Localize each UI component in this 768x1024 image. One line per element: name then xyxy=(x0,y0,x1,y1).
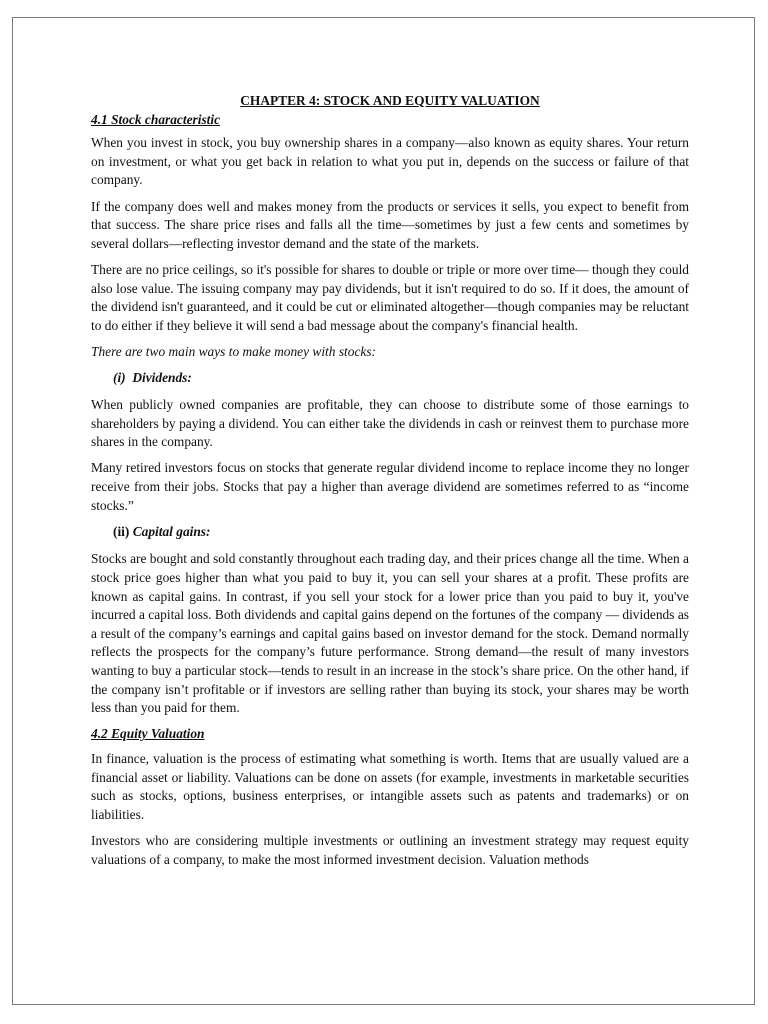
page-content xyxy=(91,92,689,877)
paragraph: If the company does well and makes money from the products or services it sells, you expect to benefit from that success. The share price rises and falls all the time—sometimes by just a few cents and sometimes by several dollars—reflecting investor demand and the state of the markets. xyxy=(91,198,689,251)
section-heading-equity-valuation: 4.2 Equity Valuation xyxy=(91,726,205,742)
paragraph: In finance, valuation is the process of estimating what something is worth. Items that are usually valued are a financial asset or liability. Valuations can be done on assets (for example, investments in marketable securities such as stocks, options, business enterprises, or intangible assets such as patents and trademarks) or on liabilities. xyxy=(91,750,689,822)
paragraph: When publicly owned companies are profitable, they can choose to distribute some of those earnings to shareholders by paying a dividend. You can either take the dividends in cash or reinvest them to purchase more shares in the company. xyxy=(91,397,689,450)
document-page xyxy=(12,17,755,1005)
paragraph: Stocks are bought and sold constantly throughout each trading day, and their prices change all the time. When a stock price goes higher than what you paid to buy it, you can sell your shares at a profit. These profits are known as capital gains. In contrast, if you sell your stock for a lower price than you paid to buy it, you've incurred a capital loss. Both dividends and capital gains depend on the fortunes of the company — dividends as a result of the company’s earnings and capital gains based on investor demand for the stock. Demand normally reflects the prospects for the company’s future performance. Strong demand—the result of many investors wanting to buy a particular stock—tends to result in an increase in the stock’s share price. On the other hand, if the company isn’t profitable or if investors are selling rather than buying its stock, your shares may be worth less than you paid for them. xyxy=(91,551,689,716)
paragraph: There are no price ceilings, so it's possible for shares to double or triple or more over time— though they could also lose value. The issuing company may pay dividends, but it isn't required to do so. If it does, the amount of the dividend isn't guaranteed, and it could be cut or eliminated altogether—though companies may be reluctant to do either if they believe it will send a bad message about the company's financial health. xyxy=(91,261,689,333)
subheading-marker: (i) xyxy=(113,369,126,385)
subheading-label: Capital gains: xyxy=(132,523,211,539)
chapter-title: CHAPTER 4: STOCK AND EQUITY VALUATION xyxy=(240,93,540,108)
paragraph: Investors who are considering multiple investments or outlining an investment strategy may request equity valuations of a company, to make the most informed investment decision. Valuation methods xyxy=(91,832,689,867)
subheading-label: Dividends: xyxy=(132,369,192,385)
intro-line: There are two main ways to make money with stocks: xyxy=(91,343,377,359)
subheading-marker: (ii) xyxy=(113,523,130,539)
subheading-dividends xyxy=(113,369,689,388)
paragraph: Many retired investors focus on stocks that generate regular dividend income to replace income they no longer receive from their jobs. Stocks that pay a higher than average dividend are sometimes referred to as “income stocks.” xyxy=(91,460,689,513)
section-heading-stock-characteristic: 4.1 Stock characteristic xyxy=(91,111,221,127)
paragraph: When you invest in stock, you buy ownership shares in a company—also known as equity shares. Your return on investment, or what you get back in relation to what you put in, depends on the success or failure of that company. xyxy=(91,135,689,188)
subheading-capital-gains xyxy=(113,523,689,542)
